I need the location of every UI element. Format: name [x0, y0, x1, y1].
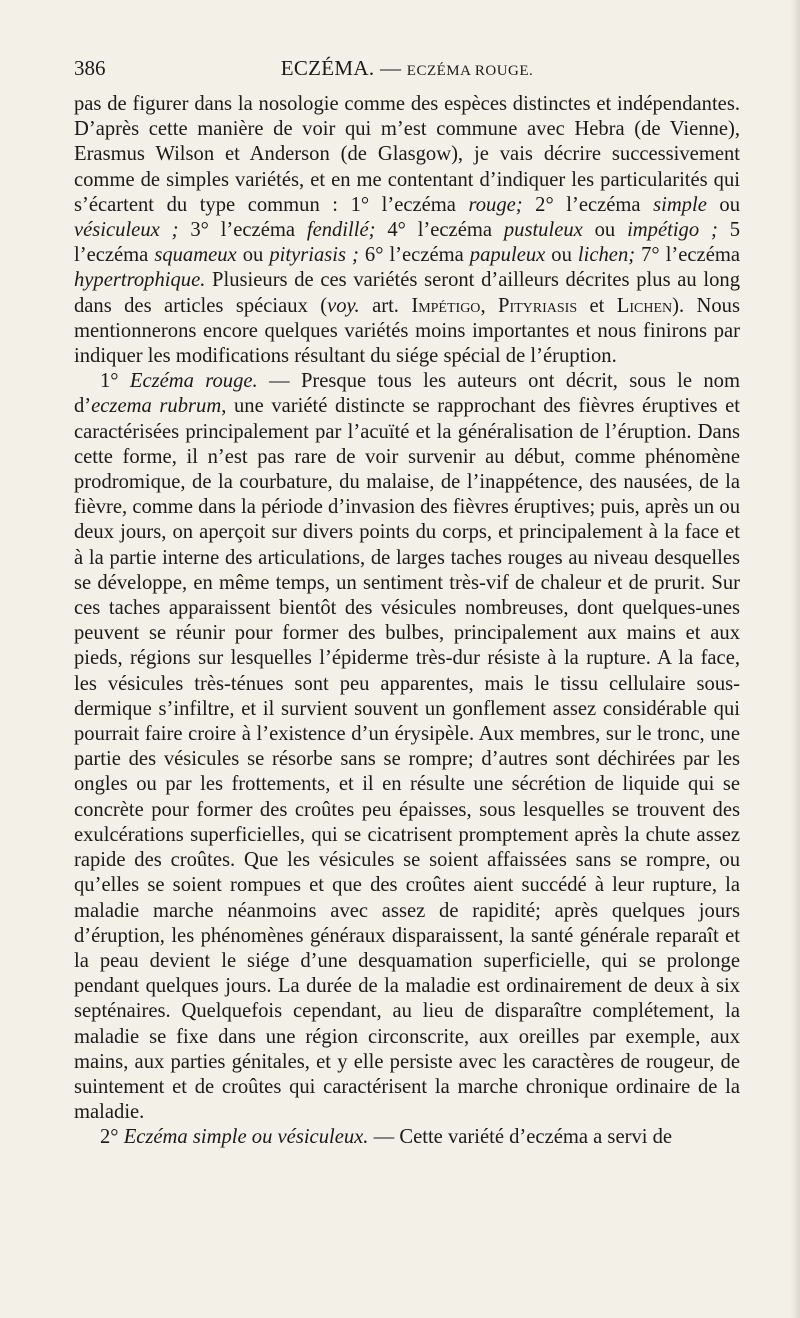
italic-run: hypertrophique.	[74, 269, 206, 292]
text-run: , une variété distincte se rapprochant des fièvres éruptives et caractérisées principalement par l’acuïté et la généralisation de l’éruption. Dans cette forme, il n’est pas rare de voir survenir au début, comme phénomène prodromique, de la courbature, du malaise, de l’inappétence, des nausées, de la fièvre, comme dans la période d’invasion des fièvres éruptives; puis, après un ou deux jours, on aperçoit sur divers points du corps, et principalement à la face et à la partie interne des articulations, de larges taches rouges au niveau desquelles se développe, en même temps, un sentiment très-vif de chaleur et de prurit. Sur ces taches apparaissent bientôt des vésicules nombreuses, dont quelques-unes peuvent se réunir pour former des bulbes, principalement aux mains et aux pieds, régions sur lesquelles l’épiderme très-dur résiste à la rupture. A la face, les vésicules très-ténues sont peu apparentes, mais le tissu cellulaire sous-dermique s’infiltre, et il survient souvent un gonflement assez considérable qui pourrait faire croire à l’existence d’un érysipèle. Aux membres, sur le tronc, une partie des vésicules se résorbe sans se rompre; d’autres sont déchirées par les ongles ou par les frottements, et il en résulte une sécrétion de liquide qui se concrète pour former des croûtes peu épaisses, sous lesquelles se trouvent des exulcérations superficielles, qui se cicatrisent promptement après la chute assez rapide des croûtes. Que les vésicules se soient affaissées sans se rompre, ou qu’elles se soient rompues et que des croûtes aient succédé à leur rupture, la maladie marche néanmoins avec assez de rapidité; après quelques jours d’éruption, les phénomènes généraux disparaissent, la santé générale reparaît et la peau devient le siége d’une desquamation superficielle, qui se prolonge pendant quelques jours. La durée de la maladie est ordinairement de deux à six septénaires. Quelquefois cependant, au lieu de disparaître complétement, la maladie se fixe dans une région circonscrite, aux oreilles par exemple, aux mains, aux parties génitales, et y elle persiste avec les caractères de rougeur, de suintement et de croûtes qui caractérisent la marche chronique ordinaire de la maladie.	[74, 395, 741, 1124]
text-run: ou	[545, 244, 578, 267]
italic-run: rouge;	[468, 193, 523, 216]
text-run: ,	[480, 294, 498, 317]
cross-reference: Pityriasis	[497, 294, 578, 317]
text-run: pas de figurer dans la nosologie comme des espèces distinctes et indépendantes. D’après cette manière de voir qui m’est commune avec Hebra (de Vienne), Erasmus Wilson et Anderson (de Glasgow), je vais décrire successivement comme de simples variétés, et en me contentant d’indiquer les particularités qui s’écartent du type commun : 1° l’eczéma	[74, 93, 740, 216]
paragraph-eczema-rouge	[74, 369, 740, 1125]
body-text	[74, 92, 740, 1151]
text-run: ). Nous mentionnerons encore quelques variétés moins importantes et nous finirons par indiquer les modifications résultant du siége spécial de l’éruption.	[74, 294, 740, 368]
italic-run: fendillé;	[306, 219, 376, 242]
text-run: Plusieurs de ces variétés seront d’ailleurs décrites plus au long dans des articles spéciaux (	[74, 269, 740, 317]
italic-run: squameux	[154, 244, 237, 267]
italic-run: pityriasis ;	[269, 244, 359, 267]
text-run: — Cette variété d’eczéma a servi de	[368, 1126, 673, 1149]
italic-run: pustuleux	[503, 219, 583, 242]
paragraph-eczema-simple	[74, 1125, 740, 1150]
document-page	[74, 56, 740, 1151]
section-number: 2°	[100, 1126, 124, 1149]
page-number: 386	[74, 56, 106, 80]
italic-run: voy.	[327, 294, 360, 317]
running-title	[74, 56, 740, 81]
italic-run: vésiculeux ;	[74, 219, 179, 242]
text-run: 5 l’eczéma	[74, 219, 741, 267]
paragraph-continuation	[74, 92, 740, 369]
italic-run: papuleux	[469, 244, 546, 267]
italic-run: eczema rubrum	[91, 395, 222, 418]
cross-reference: Lichen	[616, 294, 673, 317]
text-run: art.	[359, 294, 412, 317]
text-run: et	[577, 294, 617, 317]
section-heading: Eczéma rouge.	[129, 370, 258, 393]
text-run: 3° l’eczéma	[178, 219, 307, 242]
text-run: — Presque tous les auteurs ont décrit, sous le nom d’	[74, 370, 740, 418]
italic-run: simple	[653, 193, 707, 216]
italic-run: lichen;	[577, 244, 636, 267]
text-run: 6° l’eczéma	[358, 244, 470, 267]
text-run: ou	[236, 244, 270, 267]
text-run: ou	[706, 193, 740, 216]
text-run: 4° l’eczéma	[375, 219, 504, 242]
cross-reference: Impétigo	[411, 294, 481, 317]
running-title-main: ECZÉMA.	[280, 56, 375, 80]
running-title-separator: —	[374, 56, 407, 80]
text-run: ou	[582, 219, 628, 242]
page-edge-shadow	[790, 0, 800, 1318]
running-header	[74, 56, 740, 86]
text-run: 7° l’eczéma	[635, 244, 740, 267]
text-run: 2° l’eczéma	[522, 193, 654, 216]
section-number: 1°	[100, 370, 130, 393]
running-title-sub: ECZÉMA ROUGE.	[406, 63, 534, 79]
section-heading: Eczéma simple ou vésiculeux.	[123, 1126, 369, 1149]
italic-run: impétigo ;	[627, 219, 718, 242]
